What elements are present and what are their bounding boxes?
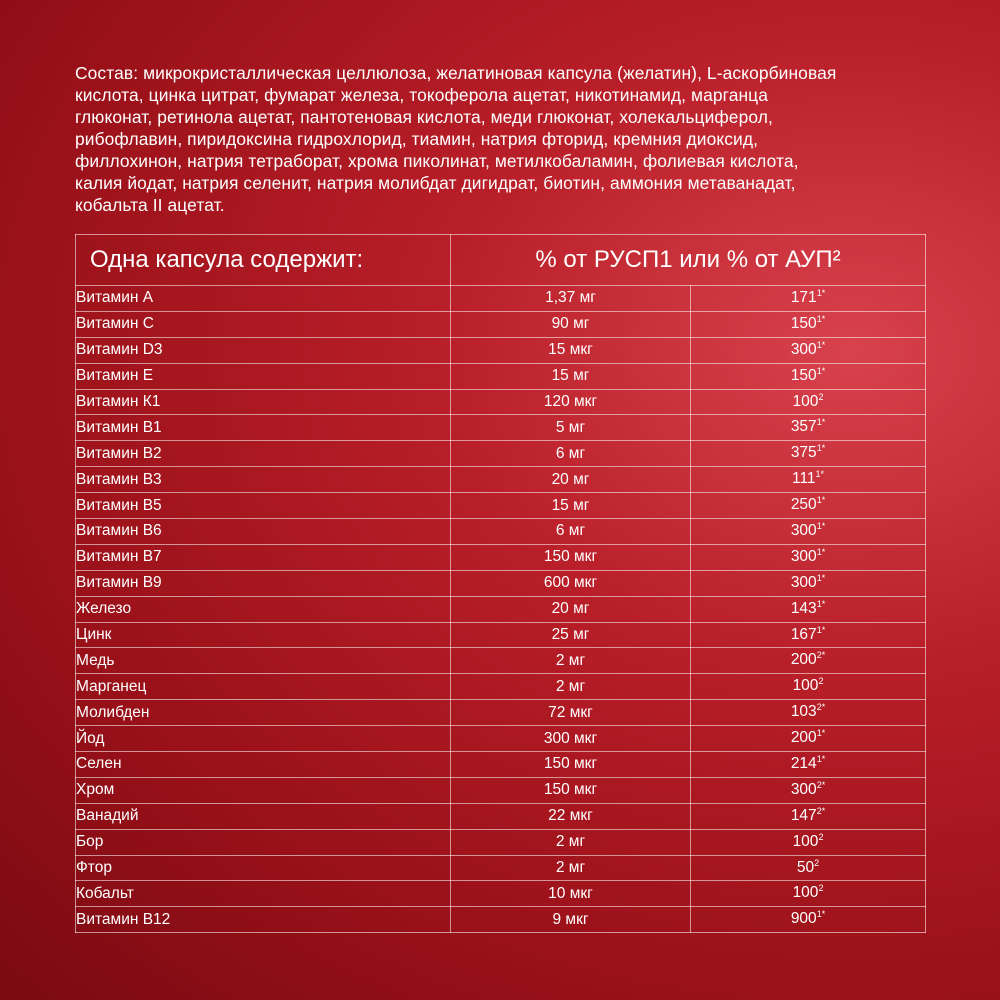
nutrient-name: Бор bbox=[76, 829, 451, 855]
nutrient-amount: 2 мг bbox=[451, 829, 691, 855]
nutrient-percent: 200 bbox=[790, 651, 817, 669]
nutrient-percent: 200 bbox=[790, 729, 817, 747]
nutrient-name: Витамин С bbox=[76, 311, 451, 337]
nutrient-amount: 300 мкг bbox=[451, 726, 691, 752]
nutrient-percent-cell bbox=[691, 803, 926, 829]
nutrient-percent: 171 bbox=[790, 288, 817, 306]
footnote-marker: 2 bbox=[818, 676, 824, 687]
nutrient-percent: 143 bbox=[790, 599, 817, 617]
nutrient-percent: 214 bbox=[790, 754, 817, 772]
nutrient-percent-cell bbox=[691, 363, 926, 389]
nutrient-percent-cell bbox=[691, 415, 926, 441]
table-row bbox=[76, 363, 926, 389]
footnote-marker: 1* bbox=[815, 469, 825, 480]
table-row bbox=[76, 544, 926, 570]
table-row bbox=[76, 855, 926, 881]
nutrient-percent-cell bbox=[691, 752, 926, 778]
composition-text: Состав: микрокристаллическая целлюлоза, желатиновая капсула (желатин), L-аскорбиновая кислота, цинка цитрат, фумарат железа, токоферола ацетат, никотинамид, марганца глюконат, ретинола ацетат, пантотеновая кислота, меди глюконат, холекальциферол, рибофлавин, пиридоксина гидрохлорид, тиамин, натрия фторид, кремния диоксид, филлохинон, натрия тетраборат, хрома пиколинат, метилкобаламин, фолиевая кислота, калия йодат, натрия селенит, натрия молибдат дигидрат, биотин, аммония метаванадат, кобальта II ацетат. bbox=[75, 63, 837, 215]
nutrient-amount: 72 мкг bbox=[451, 700, 691, 726]
footnote-marker: 2* bbox=[816, 805, 826, 816]
nutrient-percent-cell bbox=[691, 674, 926, 700]
nutrient-percent: 150 bbox=[790, 314, 817, 332]
footnote-marker: 1* bbox=[816, 520, 826, 531]
nutrient-name: Витамин А bbox=[76, 286, 451, 312]
table-row bbox=[76, 829, 926, 855]
nutrient-percent: 357 bbox=[790, 418, 817, 436]
nutrient-percent-cell bbox=[691, 389, 926, 415]
footnote-marker: 2 bbox=[814, 857, 820, 868]
nutrient-percent: 103 bbox=[790, 703, 817, 721]
footnote-marker: 1* bbox=[816, 624, 826, 635]
nutrient-name: Витамин В2 bbox=[76, 441, 451, 467]
nutrient-amount: 1,37 мг bbox=[451, 286, 691, 312]
footnote-marker: 2* bbox=[816, 650, 826, 661]
nutrient-amount: 600 мкг bbox=[451, 570, 691, 596]
nutrient-name: Витамин В6 bbox=[76, 519, 451, 545]
nutrient-name: Йод bbox=[76, 726, 451, 752]
nutrient-percent: 100 bbox=[792, 832, 819, 850]
table-row bbox=[76, 311, 926, 337]
nutrient-amount: 15 мг bbox=[451, 493, 691, 519]
table-row bbox=[76, 726, 926, 752]
nutrient-percent: 300 bbox=[790, 573, 817, 591]
header-per-capsule: Одна капсула содержит: bbox=[76, 235, 451, 286]
nutrient-percent-cell bbox=[691, 286, 926, 312]
footnote-marker: 2 bbox=[818, 391, 824, 402]
table-header-row bbox=[76, 235, 926, 286]
nutrient-percent-cell bbox=[691, 622, 926, 648]
footnote-marker: 2 bbox=[818, 831, 824, 842]
table-row bbox=[76, 622, 926, 648]
nutrient-percent-cell bbox=[691, 337, 926, 363]
footnote-marker: 2 bbox=[818, 883, 824, 894]
nutrient-name: Цинк bbox=[76, 622, 451, 648]
table-row bbox=[76, 596, 926, 622]
nutrient-percent: 100 bbox=[792, 677, 819, 695]
table-row bbox=[76, 803, 926, 829]
header-percent-norm: % от РУСП1 или % от АУП² bbox=[451, 235, 926, 286]
nutrient-percent: 300 bbox=[790, 780, 817, 798]
nutrient-percent-cell bbox=[691, 493, 926, 519]
nutrient-percent-cell bbox=[691, 596, 926, 622]
nutrient-name: Фтор bbox=[76, 855, 451, 881]
nutrient-percent: 300 bbox=[790, 340, 817, 358]
nutrient-percent-cell bbox=[691, 726, 926, 752]
nutrient-name: Ванадий bbox=[76, 803, 451, 829]
table-row bbox=[76, 415, 926, 441]
table-row bbox=[76, 493, 926, 519]
nutrient-percent-cell bbox=[691, 544, 926, 570]
table-row bbox=[76, 441, 926, 467]
nutrient-percent-cell bbox=[691, 777, 926, 803]
nutrient-amount: 6 мг bbox=[451, 441, 691, 467]
table-row bbox=[76, 777, 926, 803]
nutrient-amount: 10 мкг bbox=[451, 881, 691, 907]
nutrient-percent: 250 bbox=[790, 496, 817, 514]
nutrient-amount: 5 мг bbox=[451, 415, 691, 441]
nutrient-name: Витамин D3 bbox=[76, 337, 451, 363]
footnote-marker: 1* bbox=[816, 546, 826, 557]
nutrient-percent: 900 bbox=[790, 910, 817, 928]
nutrient-amount: 25 мг bbox=[451, 622, 691, 648]
nutrient-percent-cell bbox=[691, 907, 926, 933]
nutrient-percent: 300 bbox=[790, 547, 817, 565]
nutrient-percent-cell bbox=[691, 311, 926, 337]
table-row bbox=[76, 700, 926, 726]
table-row bbox=[76, 337, 926, 363]
nutrient-percent-cell bbox=[691, 570, 926, 596]
footnote-marker: 1* bbox=[816, 417, 826, 428]
nutrient-name: Витамин В7 bbox=[76, 544, 451, 570]
nutrient-name: Молибден bbox=[76, 700, 451, 726]
nutrient-name: Витамин В3 bbox=[76, 467, 451, 493]
footnote-marker: 1* bbox=[816, 909, 826, 920]
footnote-marker: 1* bbox=[816, 753, 826, 764]
nutrient-name: Витамин К1 bbox=[76, 389, 451, 415]
nutrient-amount: 150 мкг bbox=[451, 752, 691, 778]
table-row bbox=[76, 570, 926, 596]
nutrient-amount: 150 мкг bbox=[451, 777, 691, 803]
table-row bbox=[76, 752, 926, 778]
nutrient-percent-cell bbox=[691, 855, 926, 881]
nutrient-amount: 2 мг bbox=[451, 648, 691, 674]
nutrient-percent-cell bbox=[691, 829, 926, 855]
nutrient-amount: 20 мг bbox=[451, 596, 691, 622]
nutrient-amount: 2 мг bbox=[451, 674, 691, 700]
nutrient-percent-cell bbox=[691, 648, 926, 674]
nutrient-name: Витамин В1 bbox=[76, 415, 451, 441]
nutrient-amount: 15 мг bbox=[451, 363, 691, 389]
nutrient-percent: 167 bbox=[790, 625, 817, 643]
nutrient-percent-cell bbox=[691, 441, 926, 467]
nutrient-percent: 150 bbox=[790, 366, 817, 384]
nutrient-percent-cell bbox=[691, 467, 926, 493]
footnote-marker: 1* bbox=[816, 572, 826, 583]
nutrient-amount: 22 мкг bbox=[451, 803, 691, 829]
nutrient-percent: 375 bbox=[790, 444, 817, 462]
nutrient-name: Витамин В12 bbox=[76, 907, 451, 933]
nutrient-name: Железо bbox=[76, 596, 451, 622]
nutrient-amount: 90 мг bbox=[451, 311, 691, 337]
nutrient-amount: 150 мкг bbox=[451, 544, 691, 570]
nutrient-percent-cell bbox=[691, 700, 926, 726]
footnote-marker: 2* bbox=[816, 779, 826, 790]
footnote-marker: 1* bbox=[816, 339, 826, 350]
footnote-marker: 2* bbox=[816, 702, 826, 713]
nutrient-amount: 20 мг bbox=[451, 467, 691, 493]
table-row bbox=[76, 519, 926, 545]
nutrient-name: Медь bbox=[76, 648, 451, 674]
table-row bbox=[76, 907, 926, 933]
footnote-marker: 1* bbox=[816, 313, 826, 324]
nutrient-percent-cell bbox=[691, 519, 926, 545]
nutrient-percent: 100 bbox=[792, 392, 819, 410]
table-row bbox=[76, 881, 926, 907]
nutrient-name: Витамин Е bbox=[76, 363, 451, 389]
footnote-marker: 1* bbox=[816, 287, 826, 298]
nutrient-percent: 50 bbox=[796, 858, 815, 876]
table-row bbox=[76, 286, 926, 312]
table-body bbox=[76, 286, 926, 933]
nutrient-name: Витамин В9 bbox=[76, 570, 451, 596]
footnote-marker: 1* bbox=[816, 598, 826, 609]
nutrient-amount: 2 мг bbox=[451, 855, 691, 881]
table-row bbox=[76, 467, 926, 493]
footnote-marker: 1* bbox=[816, 728, 826, 739]
nutrient-percent: 147 bbox=[790, 806, 817, 824]
table-row bbox=[76, 389, 926, 415]
table-row bbox=[76, 648, 926, 674]
nutrient-percent: 111 bbox=[791, 470, 816, 488]
nutrient-name: Хром bbox=[76, 777, 451, 803]
table-row bbox=[76, 674, 926, 700]
nutrient-name: Марганец bbox=[76, 674, 451, 700]
footnote-marker: 1* bbox=[816, 495, 826, 506]
nutrient-name: Кобальт bbox=[76, 881, 451, 907]
nutrient-amount: 9 мкг bbox=[451, 907, 691, 933]
nutrient-amount: 6 мг bbox=[451, 519, 691, 545]
footnote-marker: 1* bbox=[816, 443, 826, 454]
nutrition-table bbox=[75, 234, 926, 933]
nutrient-percent: 100 bbox=[792, 884, 819, 902]
nutrient-amount: 15 мкг bbox=[451, 337, 691, 363]
nutrient-percent-cell bbox=[691, 881, 926, 907]
nutrient-amount: 120 мкг bbox=[451, 389, 691, 415]
nutrient-name: Селен bbox=[76, 752, 451, 778]
nutrient-percent: 300 bbox=[790, 521, 817, 539]
nutrient-name: Витамин В5 bbox=[76, 493, 451, 519]
footnote-marker: 1* bbox=[816, 365, 826, 376]
